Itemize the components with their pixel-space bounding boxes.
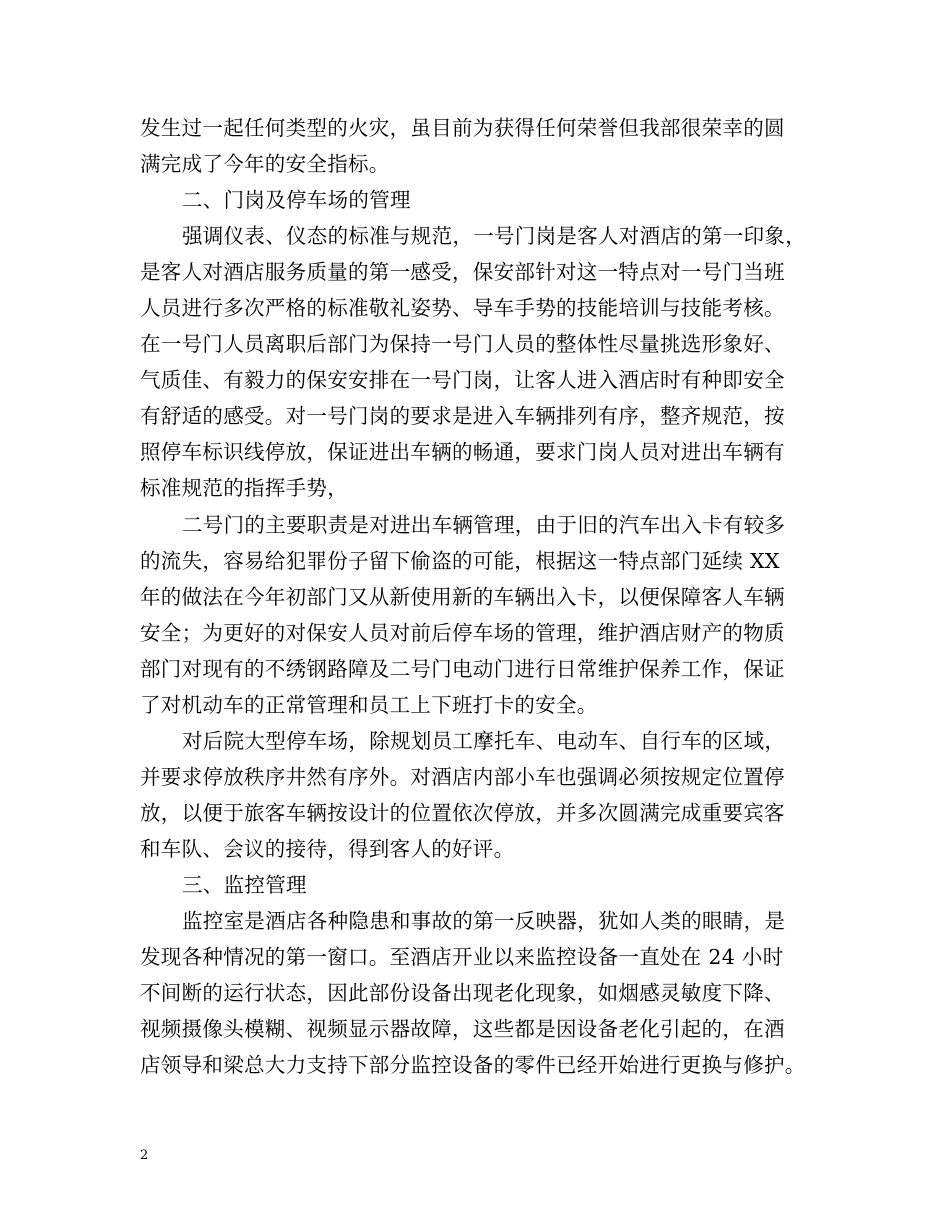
text-line: 是客人对酒店服务质量的第一感受，保安部针对这一特点对一号门当班 (140, 260, 785, 284)
page-number: 2 (140, 1148, 149, 1163)
text-line: 强调仪表、仪态的标准与规范，一号门岗是客人对酒店的第一印象， (182, 224, 806, 248)
text-line: 不间断的运行状态，因此部份设备出现老化现象，如烟感灵敏度下降、 (140, 981, 785, 1005)
text-line: 二号门的主要职责是对进出车辆管理，由于旧的汽车出入卡有较多 (182, 513, 786, 537)
text-line: 和车队、会议的接待，得到客人的好评。 (140, 837, 515, 861)
section-heading: 三、监控管理 (182, 873, 307, 897)
text-line: 对后院大型停车场，除规划员工摩托车、电动车、自行车的区域， (182, 729, 786, 753)
text-line: 的流失，容易给犯罪份子留下偷盗的可能，根据这一特点部门延续 XX (140, 549, 780, 573)
text-line: 有舒适的感受。对一号门岗的要求是进入车辆排列有序，整齐规范，按 (140, 404, 785, 428)
text-line: 气质佳、有毅力的保安安排在一号门岗，让客人进入酒店时有种即安全 (140, 368, 785, 392)
text-line: 满完成了今年的安全指标。 (140, 152, 390, 176)
text-line: 年的做法在今年初部门又从新使用新的车辆出入卡，以便保障客人车辆 (140, 585, 785, 609)
text-line: 照停车标识线停放，保证进出车辆的畅通，要求门岗人员对进出车辆有 (140, 440, 785, 464)
text-line: 部门对现有的不绣钢路障及二号门电动门进行日常维护保养工作，保证 (140, 657, 785, 681)
text-line: 监控室是酒店各种隐患和事故的第一反映器，犹如人类的眼睛，是 (182, 909, 786, 933)
text-line: 并要求停放秩序井然有序外。对酒店内部小车也强调必须按规定位置停 (140, 765, 785, 789)
text-line: 标准规范的指挥手势， (140, 476, 348, 500)
text-line: 视频摄像头模糊、视频显示器故障，这些都是因设备老化引起的，在酒 (140, 1017, 785, 1041)
text-line: 安全；为更好的对保安人员对前后停车场的管理，维护酒店财产的物质 (140, 621, 785, 645)
text-line: 发现各种情况的第一窗口。至酒店开业以来监控设备一直处在 24 小时 (140, 945, 784, 969)
text-line: 人员进行多次严格的标准敬礼姿势、导车手势的技能培训与技能考核。 (140, 296, 785, 320)
text-line: 放，以便于旅客车辆按设计的位置依次停放，并多次圆满完成重要宾客 (140, 801, 785, 825)
text-line: 在一号门人员离职后部门为保持一号门人员的整体性尽量挑选形象好、 (140, 332, 785, 356)
text-line: 了对机动车的正常管理和员工上下班打卡的安全。 (140, 693, 598, 717)
text-line: 店领导和梁总大力支持下部分监控设备的零件已经开始进行更换与修护。 (140, 1053, 806, 1077)
text-line: 发生过一起任何类型的火灾，虽目前为获得任何荣誉但我部很荣幸的圆 (140, 116, 785, 140)
section-heading: 二、门岗及停车场的管理 (182, 188, 411, 212)
